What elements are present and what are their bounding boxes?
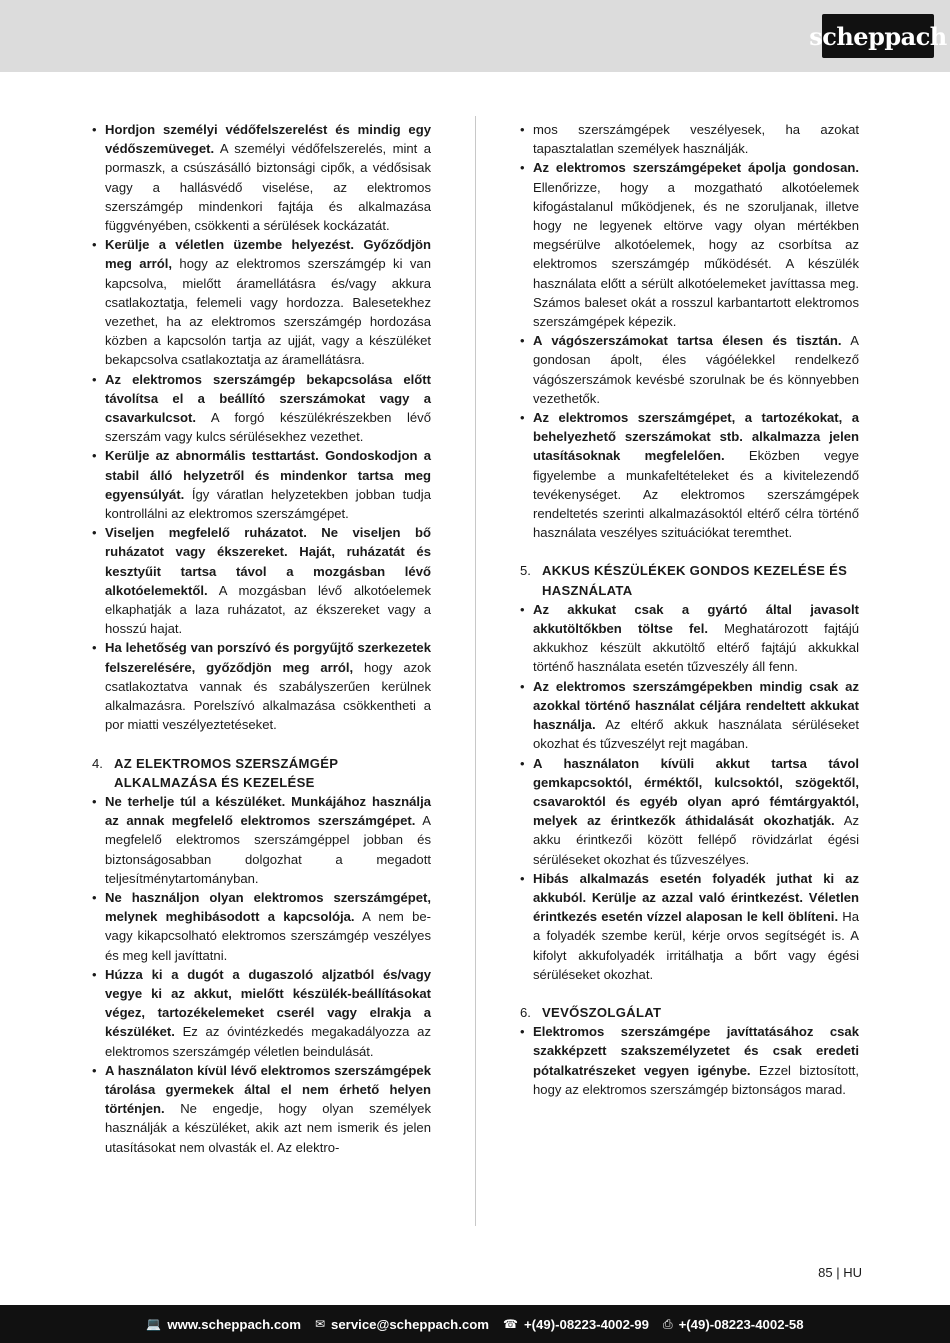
- page-number: 85 | HU: [818, 1265, 862, 1280]
- item-bold-text: Az elektromos szerszámgépet, a tartozékokat, a behelyezhető szerszámokat stb. alkalmazza jelen utasításoknak megfelelően.: [533, 410, 859, 464]
- list-item: [92, 792, 431, 888]
- item-bold-text: Az elektromos szerszámgépeket ápolja gondosan.: [533, 160, 859, 176]
- list-item: [92, 120, 431, 235]
- item-bold-text: Hordjon személyi védőfelszerelést és mindig egy védőszemüveget.: [105, 122, 431, 157]
- brand-logo: scheppach: [822, 14, 934, 58]
- item-text: Meghatározott fajtájú akkukhoz készült akkutöltő eltérő fajtájú akkukkal történő használata esetén tűzveszély áll fenn.: [533, 621, 860, 675]
- item-bold-text: Az akkukat csak a gyártó által javasolt akkutöltőkben töltse fel.: [533, 601, 859, 637]
- item-text: hogy azok csatlakoztatva vannak és szabályszerűen kerülnek alkalmazásra. Porelszívó alkalmazása csökkentheti a por miatti veszélyeztetéseket.: [105, 659, 431, 733]
- list-item: [92, 235, 431, 369]
- list-item: [92, 638, 431, 734]
- footer-bar: [0, 1305, 950, 1343]
- list-item: [92, 446, 431, 523]
- item-bold-text: Kerülje a véletlen üzembe helyezést. Győződjön meg arról,: [105, 237, 431, 272]
- item-bold-text: Ne használjon olyan elektromos szerszámgépet, melynek meghibásodott a kapcsolója.: [105, 889, 431, 925]
- item-text: A megfelelő elektromos szerszámgéppel jobban és biztonságosabban dolgozhat a megadott teljesítménytartományban.: [105, 813, 431, 886]
- item-text: Ne engedje, hogy olyan személyek használják a készüléket, akik azt nem ismerik és jelen utasításokat nem olvasták el. Az elektro-: [105, 1101, 431, 1155]
- item-bold-text: Ne terhelje túl a készüléket. Munkájához használja az annak megfelelő elektromos szerszámgépet.: [105, 793, 431, 829]
- item-text: A személyi védőfelszerelés, mint a pormaszk, a csúszásálló biztonsági cipők, a védősisak vagy a hallásvédő viselése, az elektromos szerszámgép mindenkori fajtája és alkalmazása függvényében, csökkenti a sérülések kockázatát.: [105, 141, 431, 234]
- item-bold-text: A vágószerszámokat tartsa élesen és tisztán.: [533, 333, 842, 349]
- item-bold-text: Hibás alkalmazás esetén folyadék juthat ki az akkuból. Kerülje az azzal való érintkezést. Véletlen érintkezés esetén vízzel alaposan le kell öblíteni.: [533, 870, 859, 925]
- footer-phone: [503, 1317, 649, 1332]
- mail-icon: ✉: [314, 1317, 326, 1331]
- footer-web[interactable]: [146, 1317, 301, 1332]
- item-text: A mozgásban lévő alkotóelemek elkaphatják a laza ruházatot, az ékszereket vagy a hosszú hajat.: [105, 582, 431, 637]
- item-bold-text: Húzza ki a dugót a dugaszoló aljzatból és/vagy vegye ki az akkut, mielőtt készülék-beállításokat végez, tartozékelemeket cserél vagy elrakja a készüléket.: [105, 966, 431, 1040]
- section-title: AKKUS KÉSZÜLÉKEK GONDOS KEZELÉSE ÉS HASZNÁLATA: [542, 563, 848, 598]
- item-text: mos szerszámgépek veszélyesek, ha azokat tapasztalatlan személyek használják.: [533, 122, 859, 157]
- list-item: [520, 158, 859, 331]
- item-text: Ez az óvintézkedés megakadályozza az elektromos szerszámgép véletlen beindulását.: [105, 1024, 431, 1059]
- section-number: 4.: [92, 755, 103, 771]
- item-text: Ha a folyadék szembe kerül, kérje orvos segítségét is. A kifolyt akkufolyadék irritálhatja a bőrt vagy égési sérüléseket okozhat.: [533, 909, 859, 982]
- item-bold-text: Ha lehetőség van porszívó és porgyűjtő szerkezetek felszerelésére, győződjön meg arról,: [105, 640, 431, 675]
- list-item: [92, 1061, 431, 1157]
- computer-icon: 💻: [146, 1317, 162, 1331]
- item-bold-text: Viseljen megfelelő ruházatot. Ne viseljen bő ruházatot vagy ékszereket. Haját, ruházatát és kesztyűit tartsa távol a mozgásban lévő alkotóelemektől.: [105, 525, 431, 598]
- footer-email[interactable]: [315, 1317, 489, 1332]
- continued-text: [520, 120, 859, 158]
- list-item: [520, 331, 859, 408]
- item-bold-text: Az elektromos szerszámgép bekapcsolása előtt távolítsa el a beállító szerszámokat vagy a csavarkulcsot.: [105, 371, 431, 426]
- list-item: [520, 754, 859, 869]
- item-bold-text: A használaton kívüli akkut tartsa távol gemkapcsoktól, érméktől, kulcsoktól, szögektől, csavaroktól és egyéb olyan apró fémtárgyaktól, melyek az érintkezők áthidalását okozhatják.: [533, 755, 859, 829]
- section-title: AZ ELEKTROMOS SZERSZÁMGÉP ALKALMAZÁSA ÉS KEZELÉSE: [114, 755, 339, 790]
- item-text: Eközben vegye figyelembe a munkafeltételeket és a kivitelezendő tevékenységet. Az elektromos szerszámgépek rendeltetés szerinti alkalmazásoktól eltérő célra történő használata veszélyes szituációkat teremthet.: [533, 448, 859, 541]
- footer-fax: [663, 1317, 804, 1332]
- section-heading: [520, 1003, 859, 1022]
- section-title: VEVŐSZOLGÁLAT: [542, 1004, 662, 1020]
- header-bar: [0, 0, 950, 72]
- item-text: Ezzel biztosított, hogy az elektromos szerszámgép biztonságos marad.: [533, 1062, 859, 1097]
- column-divider: [475, 116, 476, 1226]
- list-item: [520, 600, 859, 677]
- section-heading: [92, 754, 431, 792]
- item-bold-text: A használaton kívül lévő elektromos szerszámgépek tárolása gyermekek által el nem érhető helyen történjen.: [105, 1062, 431, 1117]
- item-text: Az eltérő akkuk használata sérüléseket okozhat és tűzveszélyt rejt magában.: [533, 717, 859, 752]
- item-text: Így váratlan helyzetekben jobban tudja kontrollálni az elektromos szerszámgépet.: [105, 486, 431, 522]
- item-text: Az akku érintkezői között fellépő rövidzárlat égési sérüléseket okozhat és tűzveszélyes.: [533, 813, 860, 867]
- item-text: A forgó készülékrészekben lévő szerszám vagy kulcs sérülésekhez vezethet.: [105, 410, 431, 445]
- list-item: [92, 523, 431, 638]
- list-item: [520, 869, 859, 984]
- item-bold-text: Kerülje az abnormális testtartást. Gondoskodjon a stabil álló helyzetről és mindenkor tartsa meg egyensúlyát.: [105, 448, 431, 502]
- fax-icon: ⎙: [662, 1316, 673, 1331]
- item-text: A gondosan ápolt, éles vágóélekkel rendelkező vágószerszámok kevésbé szorulnak be és könnyebben vezethetők.: [533, 333, 860, 406]
- footer-web-text: www.scheppach.com: [167, 1316, 301, 1332]
- footer-email-text: service@scheppach.com: [331, 1316, 490, 1332]
- item-bold-text: Elektromos szerszámgépe javíttatásához csak szakképzett szakszemélyzetet és csak eredeti pótalkatrészeket vegyen igénybe.: [533, 1024, 859, 1078]
- item-text: A nem be- vagy kikapcsolható elektromos szerszámgép veszélyes és meg kell javíttatni.: [105, 909, 431, 963]
- right-column: [520, 120, 859, 1099]
- list-item: [92, 370, 431, 447]
- left-column: [92, 120, 431, 1157]
- section-number: 5.: [520, 563, 531, 579]
- list-item: [92, 888, 431, 965]
- item-text: hogy az elektromos szerszámgép ki van kapcsolva, mielőtt áramellátásra és/vagy akkura csatlakoztatja, felemeli vagy hordozza. Balesetekhez vezethet, ha az elektromos szerszámgép hordozása közben a kapcsolón tartja az ujját, vagy a készüléket bekapcsolva csatlakoztatja az áramellátásra.: [105, 256, 431, 368]
- item-bold-text: Az elektromos szerszámgépekben mindig csak az azokkal történő használat céljára rendeltett akkukat használja.: [533, 678, 859, 733]
- phone-icon: ☎: [503, 1317, 518, 1331]
- list-item: [520, 1022, 859, 1099]
- list-item: [520, 408, 859, 542]
- footer-phone-text: +(49)-08223-4002-99: [523, 1316, 649, 1332]
- footer-fax-text: +(49)-08223-4002-58: [678, 1316, 804, 1332]
- list-item: [520, 677, 859, 754]
- section-heading: [520, 561, 859, 599]
- list-item: [92, 965, 431, 1061]
- item-text: Ellenőrizze, hogy a mozgatható alkotóelemek kifogástalanul működjenek, és ne szoruljanak, illetve hogy ne legyenek eltörve vagy olyan mértékben megsérülve alkotóelemek, hogy az csorbítsa az elektromos szerszámgép működését. A készülék használata előtt a sérült alkotóelemeket javíttassa meg. Számos baleset okát a rosszul karbantartott elektromos szerszámgépek képezik.: [533, 179, 859, 330]
- section-number: 6.: [520, 1004, 531, 1020]
